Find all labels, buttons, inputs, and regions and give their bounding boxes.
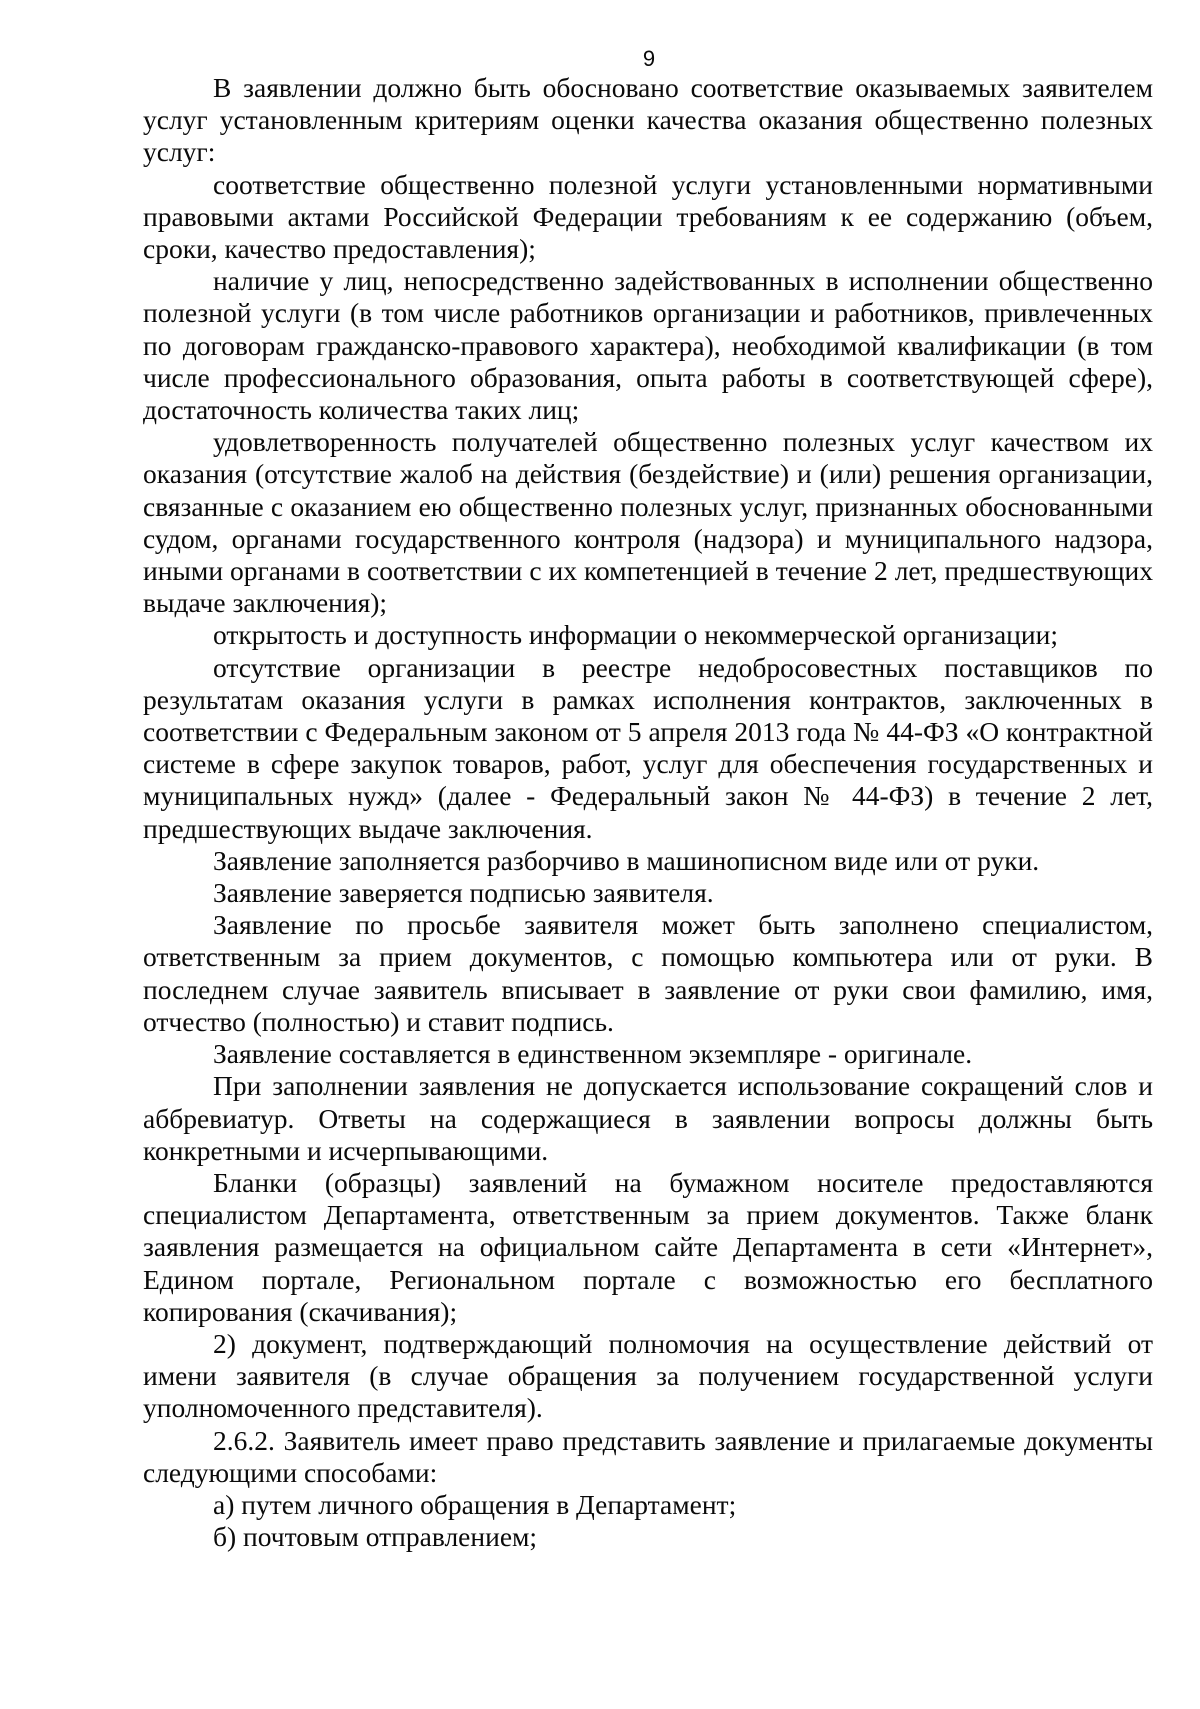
document-body (143, 72, 1153, 1553)
paragraph-specialist-filling: Заявление по просьбе заявителя может быть заполнено специалистом, ответственным за прием документов, с помощью компьютера или от руки. В последнем случае заявитель вписывает в заявление от руки свои фамилию, имя, отчество (полностью) и ставит подпись. (143, 909, 1153, 1037)
paragraph-authority-document: 2) документ, подтверждающий полномочия на осуществление действий от имени заявителя (в случае обращения за получением государственной услуги уполномоченного представителя). (143, 1327, 1153, 1424)
paragraph-intro-criteria: В заявлении должно быть обосновано соответствие оказываемых заявителем услуг установленным критериям оценки качества оказания общественно полезных услуг: (143, 72, 1153, 168)
paragraph-way-personal: а) путем личного обращения в Департамент; (213, 1488, 737, 1520)
paragraph-criterion-registry: отсутствие организации в реестре недобросовестных поставщиков по результатам оказания услуги в рамках исполнения контрактов, заключенных в соответствии с Федеральным законом от 5 апреля 2013 года № 44-ФЗ «О контрактной системе в сфере закупок товаров, работ, услуг для обеспечения государственных и муниципальных нужд» (далее - Федеральный закон № 44-ФЗ) в течение 2 лет, предшествующих выдаче заключения. (143, 651, 1153, 844)
paragraph-filling-method: Заявление заполняется разборчиво в машинописном виде или от руки. (213, 844, 1040, 876)
paragraph-single-copy: Заявление составляется в единственном экземпляре - оригинале. (213, 1038, 973, 1070)
paragraph-criterion-satisfaction: удовлетворенность получателей общественно полезных услуг качеством их оказания (отсутствие жалоб на действия (бездействие) и (или) решения организации, связанные с оказанием ею общественно полезных услуг, признанных обоснованными судом, органами государственного контроля (надзора) и муниципального надзора, иными органами в соответствии с их компетенцией в течение 2 лет, предшествующих выдаче заключения); (143, 426, 1153, 619)
paragraph-way-post: б) почтовым отправлением; (213, 1521, 538, 1553)
paragraph-criterion-qualification: наличие у лиц, непосредственно задействованных в исполнении общественно полезной услуги (в том числе работников организации и работников, привлеченных по договорам гражданско-правового характера), необходимой квалификации (в том числе профессионального образования, опыта работы в соответствующей сфере), достаточность количества таких лиц; (143, 265, 1153, 426)
paragraph-submission-ways: 2.6.2. Заявитель имеет право представить заявление и прилагаемые документы следующими способами: (143, 1424, 1153, 1488)
page-number: 9 (642, 46, 656, 71)
paragraph-criterion-openness: открытость и доступность информации о некоммерческой организации; (213, 619, 1058, 651)
paragraph-no-abbreviations: При заполнении заявления не допускается использование сокращений слов и аббревиатур. Ответы на содержащиеся в заявлении вопросы должны быть конкретными и исчерпывающими. (143, 1070, 1153, 1166)
paragraph-criterion-compliance: соответствие общественно полезной услуги установленными нормативными правовыми актами Российской Федерации требованиям к ее содержанию (объем, сроки, качество предоставления); (143, 168, 1153, 265)
paragraph-signature: Заявление заверяется подписью заявителя. (213, 877, 714, 909)
paragraph-blank-forms: Бланки (образцы) заявлений на бумажном носителе предоставляются специалистом Департамента, ответственным за прием документов. Также бланк заявления размещается на официальном сайте Департамента в сети «Интернет», Едином портале, Региональном портале с возможностью его бесплатного копирования (скачивания); (143, 1166, 1153, 1327)
